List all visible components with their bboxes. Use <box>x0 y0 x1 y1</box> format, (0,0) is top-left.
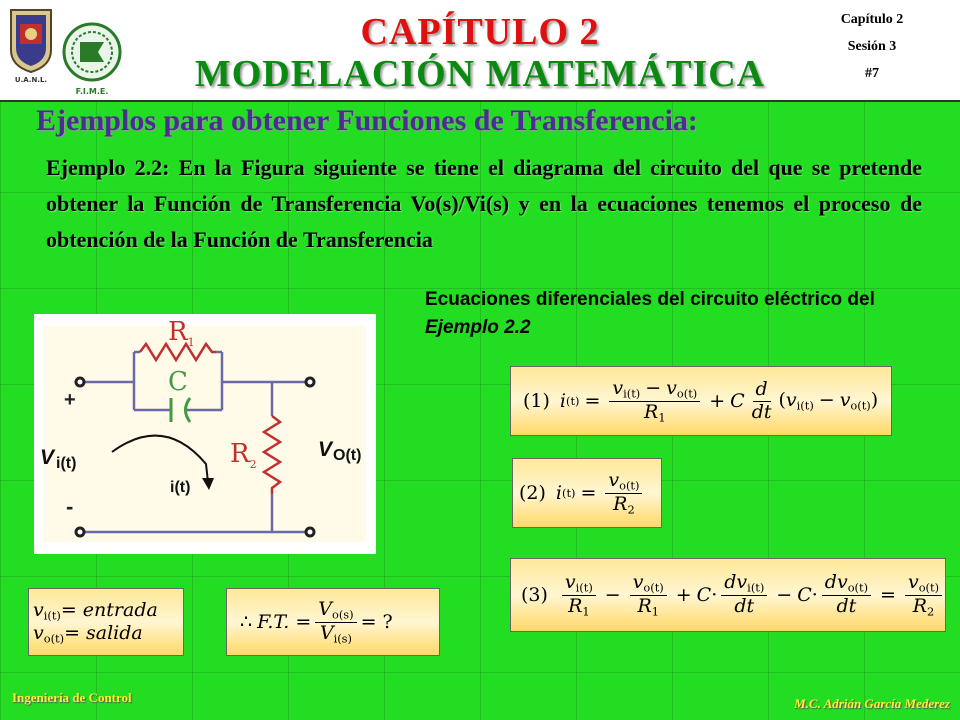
eq1-i-sub: (t) <box>566 394 580 408</box>
r1-label: $R_1$ <box>168 317 195 349</box>
equations-caption <box>425 286 925 342</box>
footer-author: M.C. Adrián García Mederez <box>794 696 950 711</box>
section-title: Ejemplos para obtener Funciones de Transferencia: <box>36 104 698 137</box>
current-label: i(t) <box>170 479 191 496</box>
slide-header <box>0 0 960 102</box>
uanl-logo <box>6 6 56 84</box>
eq2-fraction: $\frac{v_{o(t)}}{R_2}$ <box>605 470 642 516</box>
vin-label: V i(t) <box>40 446 77 472</box>
example-lead: Ejemplo 2.2: <box>46 155 170 180</box>
eq2-tag: (2) <box>519 482 546 504</box>
vout-label: VO(t) <box>318 438 362 464</box>
eq3-minus-1: − <box>604 584 621 606</box>
eq1-plus: + <box>709 390 726 412</box>
eq1-tag: (1) <box>523 390 550 412</box>
eq3-term3: $\frac{dv_{i(t)}}{dt}$ <box>721 572 767 617</box>
eq3-term4: $\frac{dv_{o(t)}}{dt}$ <box>822 572 871 617</box>
chapter-title: CAPÍTULO 2 <box>360 11 600 53</box>
slide-info <box>812 6 932 87</box>
eq1-paren: $(v_{i(t)} - v_{o(t)})$ <box>778 389 879 413</box>
eq3-c-2: C <box>797 584 812 606</box>
example-text: En la Figura siguiente se tiene el diagrama del circuito del que se pretende obtener la Función de Transferencia Vo(s)/Vi(s) y en la ecuaciones tenemos el proceso de obtención de la Función de Transferencia <box>46 155 922 252</box>
tf-result: = ? <box>360 611 393 633</box>
equations-caption-text: Ecuaciones diferenciales del circuito eléctrico del <box>425 289 875 310</box>
eq3-tag: (3) <box>521 584 548 606</box>
eq3-plus: + <box>675 584 692 606</box>
plus-sign: + <box>64 389 76 411</box>
transfer-function-box <box>226 588 440 656</box>
eq2-equals: = <box>580 482 597 504</box>
fime-logo <box>58 18 126 98</box>
r2-label: $R_2$ <box>230 439 257 471</box>
example-paragraph <box>46 150 922 258</box>
c-label: C <box>168 367 188 397</box>
def-vo: $v_{o(t)}=$ salida <box>33 622 143 646</box>
eq2-i: i <box>555 482 562 504</box>
equation-1 <box>510 366 892 436</box>
footer-course: Ingeniería de Control <box>12 690 132 705</box>
eq1-fraction: $\frac{v_{i(t)} - v_{o(t)}}{R_1}$ <box>609 378 700 424</box>
chapter-subtitle: MODELACIÓN MATEMÁTICA <box>194 53 766 95</box>
eq3-term2: $\frac{v_{o(t)}}{R_1}$ <box>630 572 667 618</box>
circuit-diagram <box>34 314 376 554</box>
circuit-svg <box>34 314 376 554</box>
svg-text:U.A.N.L.: U.A.N.L. <box>14 76 48 84</box>
eq3-term5: $\frac{v_{o(t)}}{R_2}$ <box>905 572 942 618</box>
session-label: Sesión 3 <box>847 39 897 54</box>
tf-label: F.T. = <box>257 611 312 633</box>
minus-sign: - <box>66 494 74 519</box>
eq3-dot-1: · <box>711 584 718 606</box>
eq1-derivative: $\frac{d}{dt}$ <box>751 377 772 423</box>
eq1-i: i <box>559 390 566 412</box>
definitions-box <box>28 588 184 656</box>
tf-fraction: $\frac{V_{o(s)}}{V_{i(s)}}$ <box>315 599 356 645</box>
equations-caption-italic: Ejemplo 2.2 <box>425 317 531 338</box>
equation-2 <box>512 458 662 528</box>
def-vi: $v_{i(t)}=$ entrada <box>33 598 158 622</box>
tf-therefore: ∴ <box>240 611 253 633</box>
eq3-dot-2: · <box>811 584 818 606</box>
eq3-term1: $\frac{v_{i(t)}}{R_1}$ <box>562 572 596 618</box>
eq3-minus-2: − <box>776 584 793 606</box>
eq1-c: C <box>730 390 745 412</box>
eq3-c-1: C <box>696 584 712 606</box>
chapter-label: Capítulo 2 <box>840 12 904 27</box>
slide-number: #7 <box>865 66 879 81</box>
circuit-background <box>44 326 366 542</box>
eq2-i-sub: (t) <box>562 486 576 500</box>
eq1-equals: = <box>584 390 601 412</box>
svg-text:F.I.M.E.: F.I.M.E. <box>75 87 109 96</box>
eq3-equals: = <box>880 584 896 606</box>
equation-3 <box>510 558 946 632</box>
